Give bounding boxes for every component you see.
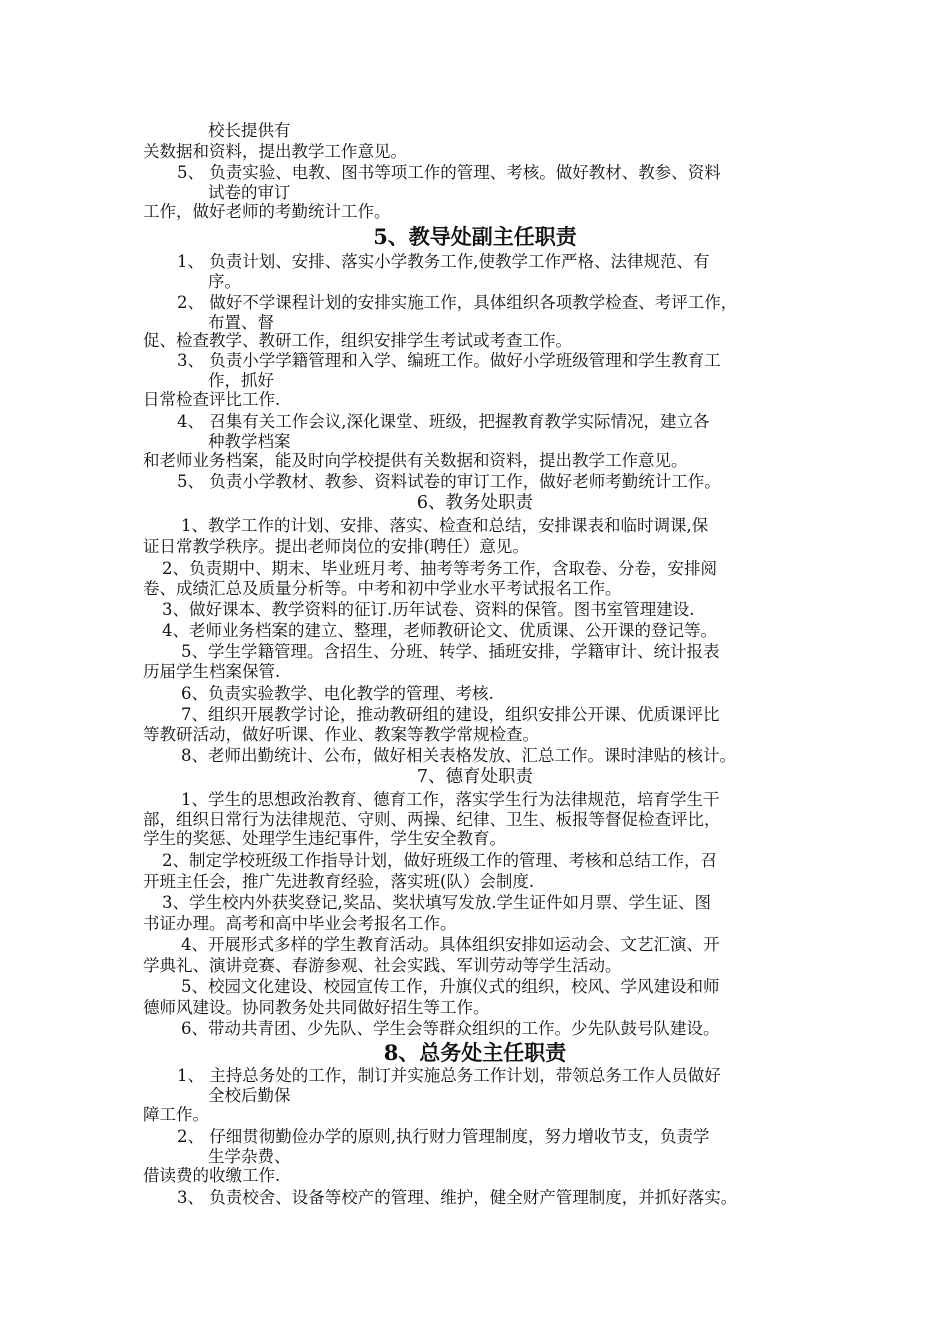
- intro-line: 关数据和资料，提出教学工作意见。: [143, 142, 407, 161]
- s7-item-6: 6、带动共青团、少先队、学生会等群众组织的工作。少先队鼓号队建设。: [181, 1019, 720, 1038]
- s7-item-4-cont: 学典礼、演讲竞赛、春游参观、社会实践、军训劳动等学生活动。: [143, 956, 622, 975]
- section-5-title: 5、教导处副主任职责: [373, 224, 577, 249]
- s5-item-3-cont: 日常检查评比工作.: [143, 390, 281, 409]
- s5-item-1: 1、 负责计划、安排、落实小学教务工作,使教学工作严格、法律规范、有: [177, 252, 710, 271]
- s7-item-2-cont: 开班主任会，推广先进教育经验，落实班(队）会制度.: [143, 872, 535, 891]
- s7-item-1: 1、学生的思想政治教育、德育工作，落实学生行为法律规范，培育学生干: [181, 790, 720, 809]
- s5-item-2-cont: 布置、督: [208, 313, 274, 332]
- s8-item-2-cont: 生学杂费、: [208, 1147, 291, 1166]
- s8-item-1: 1、 主持总务处的工作，制订并实施总务工作计划，带领总务工作人员做好: [177, 1066, 721, 1085]
- intro-item-5-cont: 工作，做好老师的考勤统计工作。: [143, 202, 391, 221]
- section-8-title: 8、总务处主任职责: [383, 1040, 567, 1065]
- s5-item-1-cont: 序。: [208, 272, 241, 291]
- s5-item-3-cont: 作，抓好: [208, 371, 274, 390]
- s6-item-2: 2、负责期中、期末、毕业班月考、抽考等考务工作，含取卷、分卷，安排阅: [162, 559, 717, 578]
- s7-item-3: 3、学生校内外获奖登记,奖品、奖状填写发放.学生证件如月票、学生证、图: [162, 893, 711, 912]
- s6-item-7: 7、组织开展教学讨论，推动教研组的建设，组织安排公开课、优质课评比: [181, 705, 720, 724]
- intro-line: 校长提供有: [208, 121, 291, 140]
- intro-item-5: 5、 负责实验、电教、图书等项工作的管理、考核。做好教材、教参、资料: [177, 163, 721, 182]
- s6-item-6: 6、负责实验教学、电化教学的管理、考核.: [181, 684, 494, 703]
- s5-item-4-cont: 和老师业务档案，能及时向学校提供有关数据和资料，提出教学工作意见。: [143, 451, 688, 470]
- s8-item-1-cont: 全校后勤保: [208, 1086, 291, 1105]
- s6-item-3: 3、做好课本、教学资料的征订.历年试卷、资料的保管。图书室管理建设.: [162, 600, 695, 619]
- s7-item-2: 2、制定学校班级工作指导计划，做好班级工作的管理、考核和总结工作，召: [162, 851, 717, 870]
- s7-item-5: 5、校园文化建设、校园宣传工作，升旗仪式的组织，校风、学风建设和师: [181, 977, 720, 996]
- s5-item-4: 4、 召集有关工作会议,深化课堂、班级，把握教育教学实际情况，建立各: [177, 412, 710, 431]
- s7-item-1-cont: 部，组织日常行为法律规范、守则、两操、纪律、卫生、板报等督促检查评比，: [143, 810, 721, 829]
- s7-item-1-cont: 学生的奖惩、处理学生违纪事件，学生安全教育。: [143, 829, 506, 848]
- s7-item-3-cont: 书证办理。高考和高中毕业会考报名工作。: [143, 914, 457, 933]
- s7-item-5-cont: 德师风建设。协同教务处共同做好招生等工作。: [143, 998, 490, 1017]
- s6-item-8: 8、老师出勤统计、公布，做好相关表格发放、汇总工作。课时津贴的核计。: [181, 746, 736, 765]
- s8-item-3: 3、 负责校舍、设备等校产的管理、维护，健全财产管理制度，并抓好落实。: [177, 1188, 738, 1207]
- s5-item-5: 5、 负责小学教材、教参、资料试卷的审订工作，做好老师考勤统计工作。: [177, 472, 721, 491]
- s6-item-2-cont: 卷、成绩汇总及质量分析等。中考和初中学业水平考试报名工作。: [143, 579, 622, 598]
- s6-item-4: 4、老师业务档案的建立、整理，老师教研论文、优质课、公开课的登记等。: [162, 621, 717, 640]
- s5-item-2-cont: 促、检查教学、教研工作，组织安排学生考试或考查工作。: [143, 331, 572, 350]
- s6-item-1: 1、教学工作的计划、安排、落实、检查和总结，安排课表和临时调课,保: [181, 516, 709, 535]
- s5-item-3: 3、 负责小学学籍管理和入学、编班工作。做好小学班级管理和学生教育工: [177, 351, 721, 370]
- s8-item-1-cont: 障工作。: [143, 1105, 209, 1124]
- s7-item-4: 4、开展形式多样的学生教育活动。具体组织安排如运动会、文艺汇演、开: [181, 935, 720, 954]
- s8-item-2: 2、 仔细贯彻勤俭办学的原则,执行财力管理制度，努力增收节支，负责学: [177, 1127, 710, 1146]
- s6-item-7-cont: 等教研活动，做好听课、作业、教案等教学常规检查。: [143, 725, 539, 744]
- s6-item-5: 5、学生学籍管理。含招生、分班、转学、插班安排，学籍审计、统计报表: [181, 642, 720, 661]
- section-7-title: 7、德育处职责: [416, 767, 534, 787]
- s6-item-1-cont: 证日常教学秩序。提出老师岗位的安排(聘任）意见。: [143, 537, 529, 556]
- s5-item-4-cont: 种教学档案: [208, 432, 291, 451]
- section-6-title: 6、教务处职责: [416, 493, 534, 513]
- intro-item-5-cont: 试卷的审订: [208, 183, 291, 202]
- s5-item-2: 2、 做好不学课程计划的安排实施工作，具体组织各项教学检查、考评工作，: [177, 293, 738, 312]
- s8-item-2-cont: 借读费的收缴工作.: [143, 1166, 281, 1185]
- s6-item-5-cont: 历届学生档案保管.: [143, 662, 281, 681]
